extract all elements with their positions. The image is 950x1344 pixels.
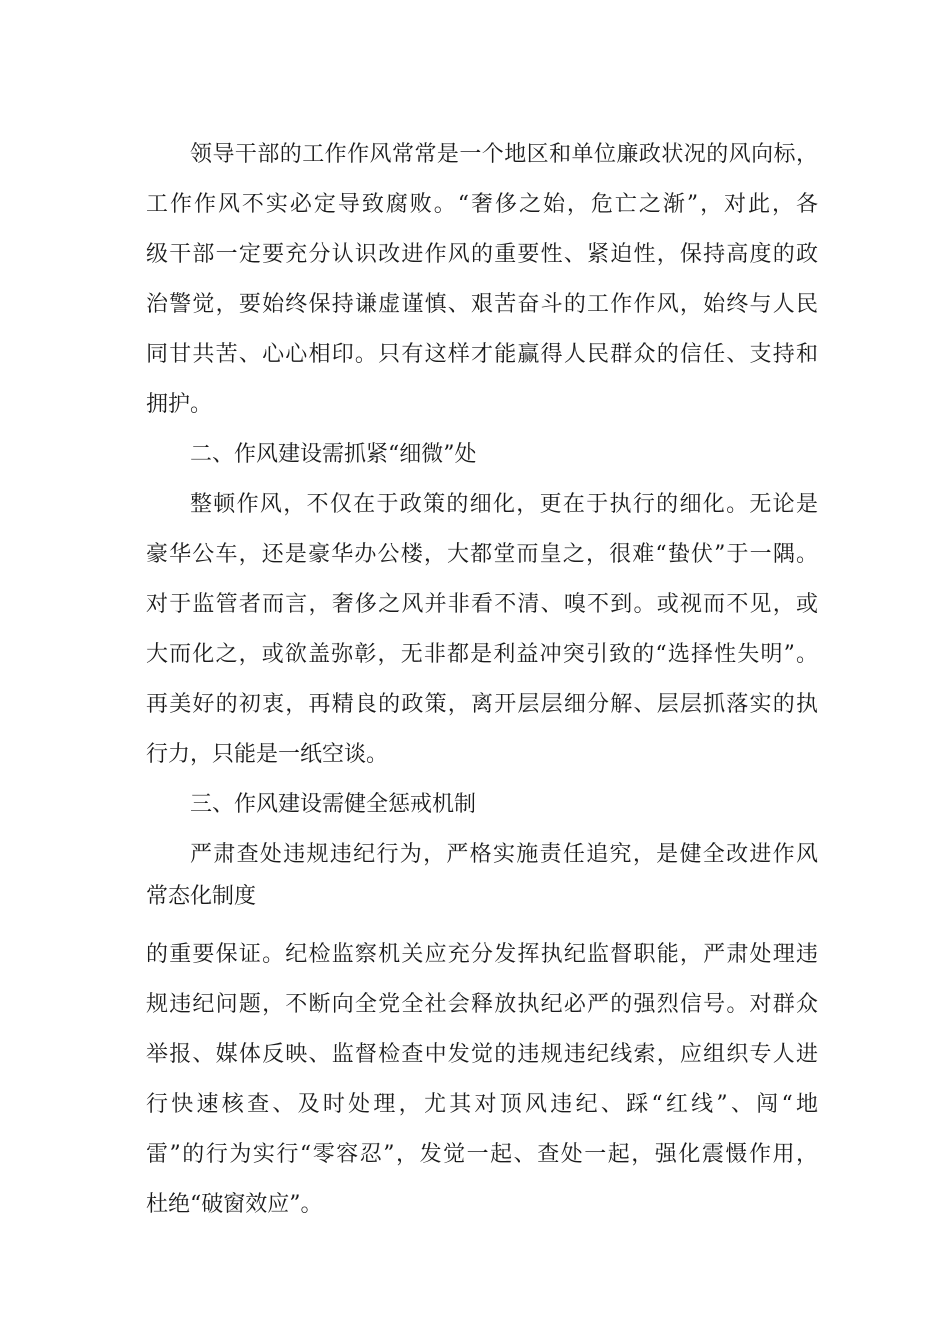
paragraph-line: 级干部一定要充分认识改进作风的重要性、紧迫性，保持高度的政 [146,242,818,267]
section-heading: 二、作风建设需抓紧“细微”处 [190,442,477,467]
paragraph-line: 豪华公车，还是豪华办公楼，大都堂而皇之，很难“蛰伏”于一隅。 [146,542,818,567]
paragraph-line: 雷”的行为实行“零容忍”，发觉一起、查处一起，强化震慑作用， [146,1142,818,1167]
paragraph-line: 的重要保证。纪检监察机关应充分发挥执纪监督职能，严肃处理违 [146,942,818,967]
section-heading: 三、作风建设需健全惩戒机制 [190,792,477,817]
paragraph-line: 严肃查处违规违纪行为，严格实施责任追究，是健全改进作风 [190,842,818,867]
paragraph-line: 常态化制度 [146,884,257,909]
paragraph-line: 工作作风不实必定导致腐败。“奢侈之始，危亡之渐”，对此，各 [146,192,818,217]
document-body [146,130,818,1230]
paragraph-line: 行快速核查、及时处理，尤其对顶风违纪、踩“红线”、闯“地 [146,1092,818,1117]
paragraph-line: 规违纪问题，不断向全党全社会释放执纪必严的强烈信号。对群众 [146,992,818,1017]
paragraph-line: 行力，只能是一纸空谈。 [146,742,389,767]
paragraph-line: 拥护。 [146,392,213,417]
paragraph-line: 杜绝“破窗效应”。 [146,1192,323,1217]
paragraph-line: 对于监管者而言，奢侈之风并非看不清、嗅不到。或视而不见，或 [146,592,818,617]
paragraph-line: 大而化之，或欲盖弥彰，无非都是利益冲突引致的“选择性失明”。 [146,642,818,667]
paragraph-line: 整顿作风，不仅在于政策的细化，更在于执行的细化。无论是 [190,492,818,517]
paragraph-line: 再美好的初衷，再精良的政策，离开层层细分解、层层抓落实的执 [146,692,818,717]
paragraph-line: 举报、媒体反映、监督检查中发觉的违规违纪线索，应组织专人进 [146,1042,818,1067]
paragraph-line: 领导干部的工作作风常常是一个地区和单位廉政状况的风向标， [190,142,818,167]
paragraph-line: 治警觉，要始终保持谦虚谨慎、艰苦奋斗的工作作风，始终与人民 [146,292,818,317]
paragraph-line: 同甘共苦、心心相印。只有这样才能赢得人民群众的信任、支持和 [146,342,818,367]
